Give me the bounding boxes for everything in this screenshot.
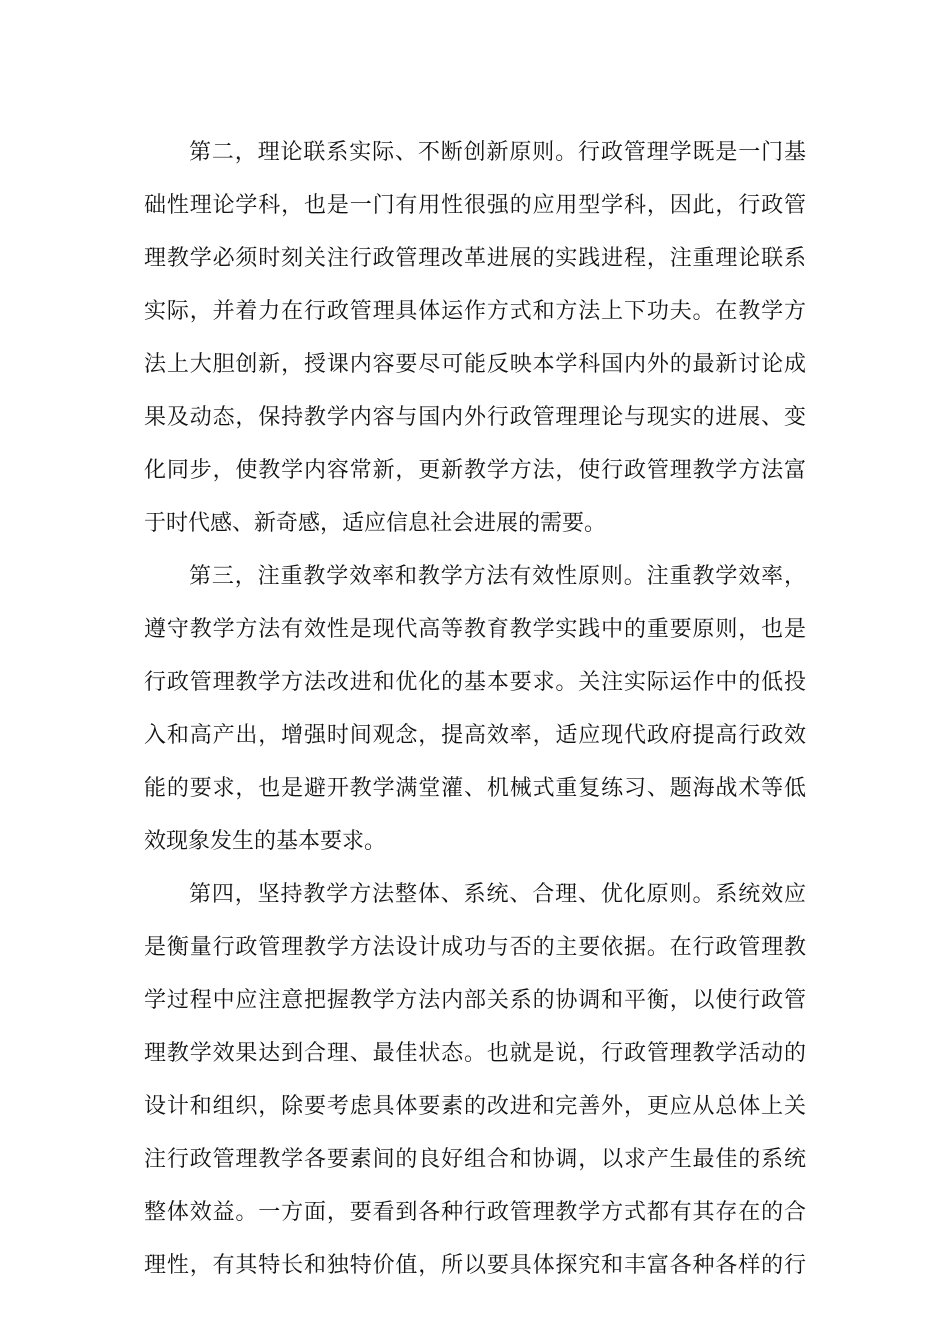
text-line: 理教学必须时刻关注行政管理改革进展的实践进程，注重理论联系 [144, 246, 806, 271]
text-line: 实际，并着力在行政管理具体运作方式和方法上下功夫。在教学方 [144, 299, 806, 324]
text-line: 果及动态，保持教学内容与国内外行政管理理论与现实的进展、变 [144, 405, 806, 430]
paragraph-fourth-principle [144, 868, 806, 1292]
text-line: 第四，坚持教学方法整体、系统、合理、优化原则。系统效应 [189, 882, 806, 907]
text-line: 是衡量行政管理教学方法设计成功与否的主要依据。在行政管理教 [144, 935, 806, 960]
text-line: 法上大胆创新，授课内容要尽可能反映本学科国内外的最新讨论成 [144, 352, 806, 377]
text-line: 能的要求，也是避开教学满堂灌、机械式重复练习、题海战术等低 [144, 776, 806, 801]
text-line: 整体效益。一方面，要看到各种行政管理教学方式都有其存在的合 [144, 1200, 806, 1225]
text-line: 设计和组织，除要考虑具体要素的改进和完善外，更应从总体上关 [144, 1094, 806, 1119]
paragraph-second-principle [144, 126, 806, 550]
text-line: 于时代感、新奇感，适应信息社会进展的需要。 [144, 511, 607, 536]
text-line: 第二，理论联系实际、不断创新原则。行政管理学既是一门基 [189, 140, 806, 165]
text-line: 理教学效果达到合理、最佳状态。也就是说，行政管理教学活动的 [144, 1041, 806, 1066]
text-line: 注行政管理教学各要素间的良好组合和协调，以求产生最佳的系统 [144, 1147, 806, 1172]
text-line: 学过程中应注意把握教学方法内部关系的协调和平衡，以使行政管 [144, 988, 806, 1013]
text-line: 行政管理教学方法改进和优化的基本要求。关注实际运作中的低投 [144, 670, 806, 695]
text-line: 础性理论学科，也是一门有用性很强的应用型学科，因此，行政管 [144, 193, 806, 218]
document-body [144, 126, 806, 1292]
text-line: 遵守教学方法有效性是现代高等教育教学实践中的重要原则，也是 [144, 617, 806, 642]
text-line: 入和高产出，增强时间观念，提高效率，适应现代政府提高行政效 [144, 723, 806, 748]
text-line: 化同步，使教学内容常新，更新教学方法，使行政管理教学方法富 [144, 458, 806, 483]
paragraph-third-principle [144, 550, 806, 868]
text-line: 效现象发生的基本要求。 [144, 829, 387, 854]
text-line: 理性，有其特长和独特价值，所以要具体探究和丰富各种各样的行 [144, 1253, 806, 1278]
text-line: 第三，注重教学效率和教学方法有效性原则。注重教学效率， [189, 564, 806, 589]
